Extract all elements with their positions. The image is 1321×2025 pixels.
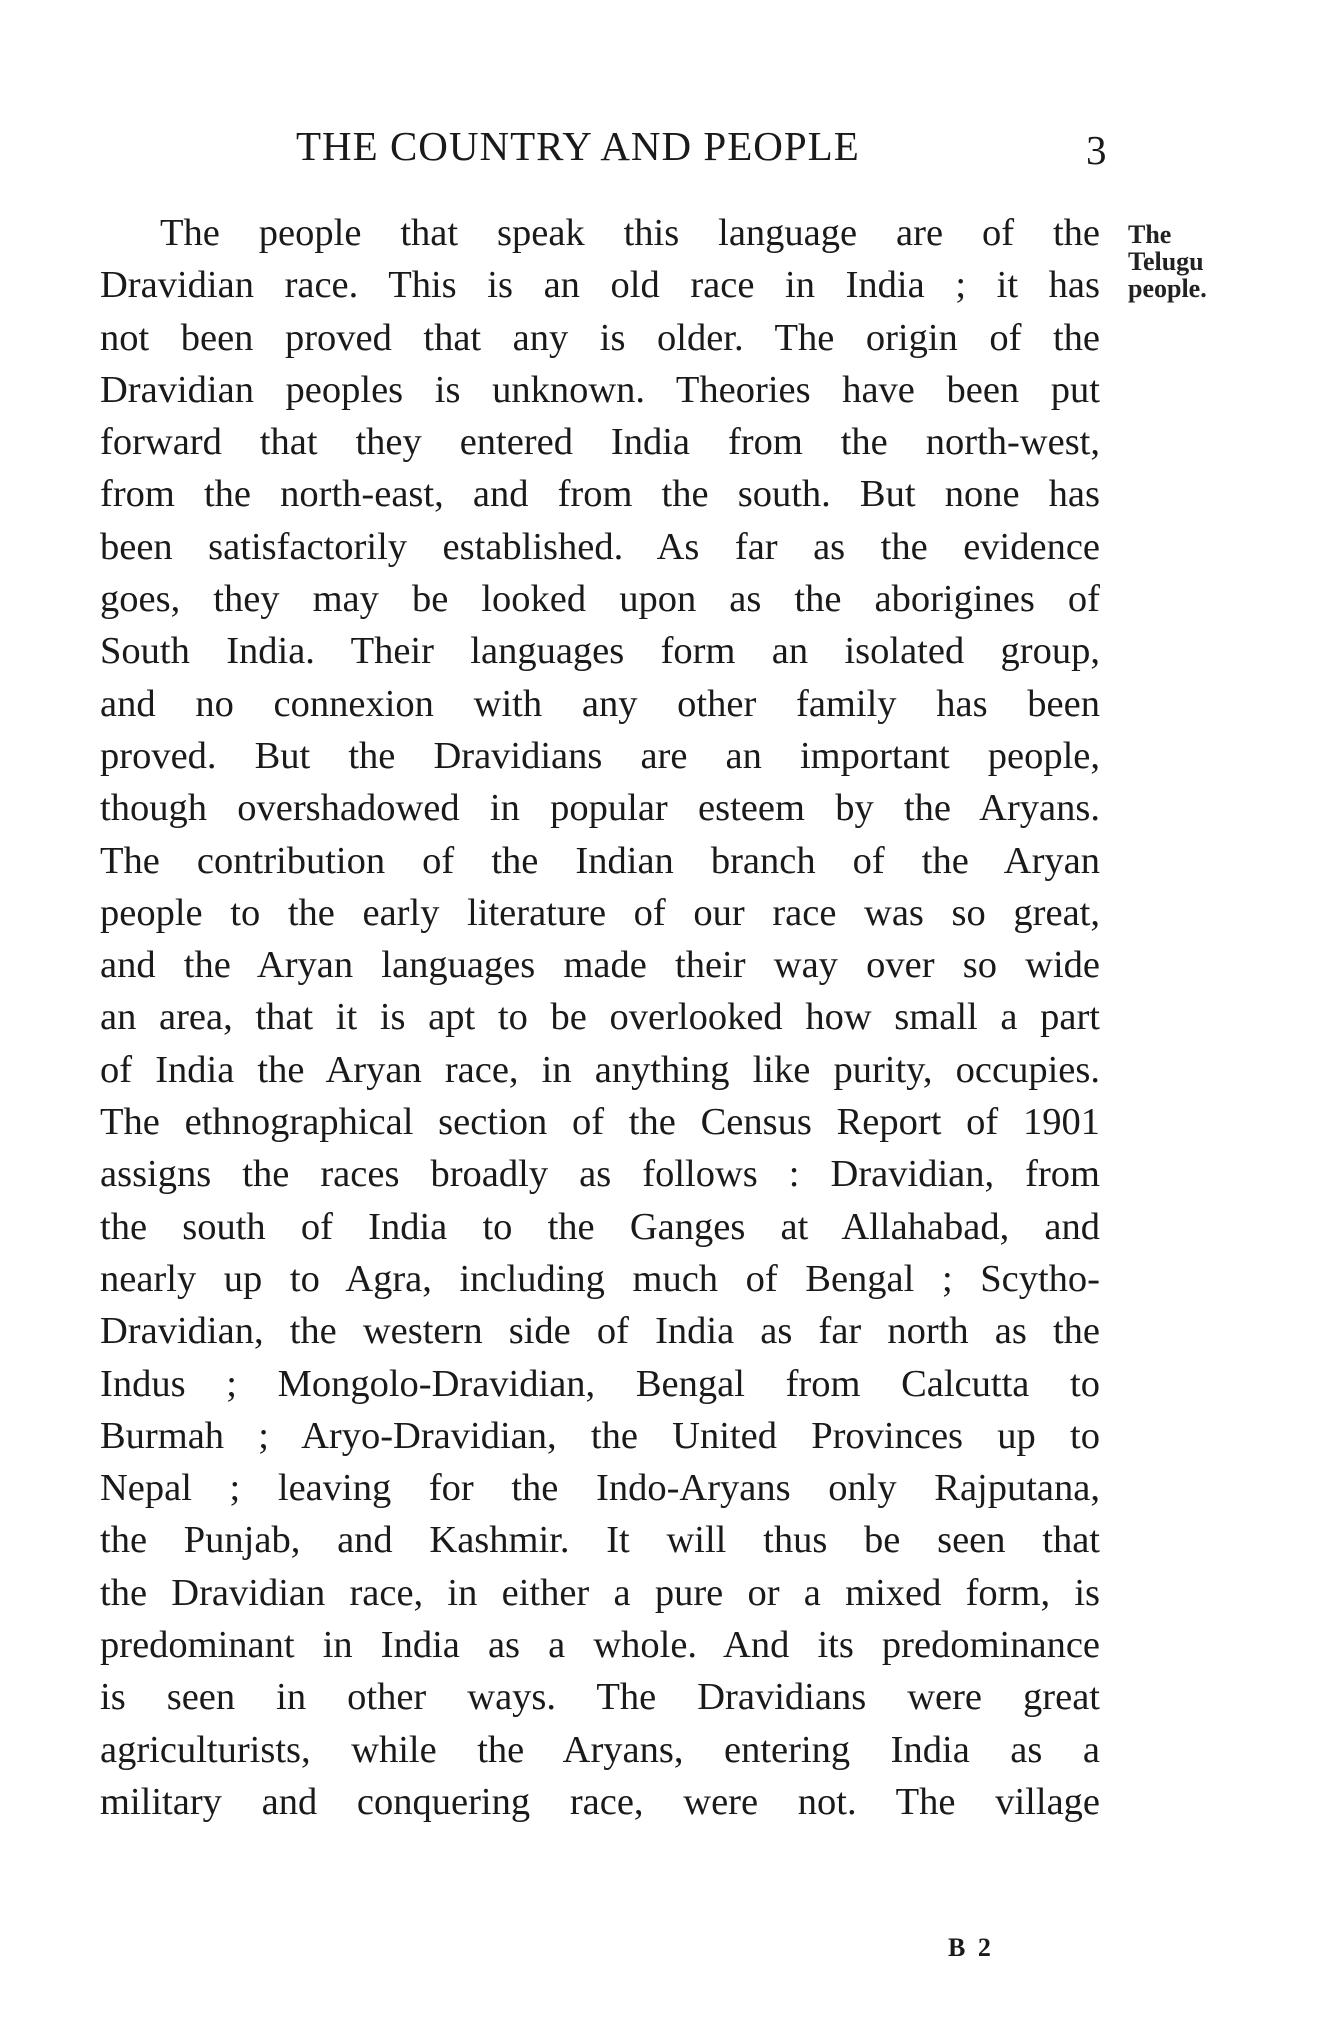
- marginal-note-line: The: [1128, 220, 1172, 249]
- marginal-note-line: people.: [1128, 274, 1207, 303]
- text-line: though overshadowed in popular esteem by the Aryans.: [100, 787, 1100, 830]
- running-title: THE COUNTRY AND PEOPLE: [296, 123, 860, 169]
- text-line: military and conquering race, were not. The village: [100, 1780, 1100, 1823]
- marginal-note: [1128, 221, 1238, 302]
- text-line: an area, that it is apt to be overlooked how small a part: [100, 996, 1100, 1039]
- page-number: 3: [1086, 127, 1107, 173]
- text-line: assigns the races broadly as follows : Dravidian, from: [100, 1153, 1100, 1196]
- text-line: Dravidian, the western side of India as far north as the: [100, 1310, 1100, 1353]
- text-line: South India. Their languages form an isolated group,: [100, 630, 1100, 673]
- text-line: from the north-east, and from the south. But none has: [100, 473, 1100, 516]
- text-line: and the Aryan languages made their way over so wide: [100, 944, 1100, 987]
- text-line: not been proved that any is older. The origin of the: [100, 316, 1100, 359]
- text-line: people to the early literature of our race was so great,: [100, 891, 1100, 934]
- text-line: the Punjab, and Kashmir. It will thus be seen that: [100, 1519, 1100, 1562]
- text-line: Dravidian peoples is unknown. Theories have been put: [100, 368, 1100, 411]
- text-line: the Dravidian race, in either a pure or a mixed form, is: [100, 1571, 1100, 1614]
- text-line: been satisfactorily established. As far as the evidence: [100, 525, 1100, 568]
- text-line: is seen in other ways. The Dravidians were great: [100, 1676, 1100, 1719]
- text-line: of India the Aryan race, in anything like purity, occupies.: [100, 1048, 1100, 1091]
- text-line: goes, they may be looked upon as the aborigines of: [100, 578, 1100, 621]
- text-line: agriculturists, while the Aryans, entering India as a: [100, 1728, 1100, 1771]
- marginal-note-line: Telugu: [1128, 247, 1204, 276]
- text-line: forward that they entered India from the north-west,: [100, 421, 1100, 464]
- text-line: The people that speak this language are of the: [160, 212, 1100, 254]
- text-line: Nepal ; leaving for the Indo-Aryans only Rajputana,: [100, 1467, 1100, 1510]
- text-line: proved. But the Dravidians are an important people,: [100, 734, 1100, 777]
- body-text: [100, 207, 1100, 1828]
- text-line: The contribution of the Indian branch of the Aryan: [100, 839, 1100, 882]
- text-line: Dravidian race. This is an old race in India ; it has: [100, 264, 1100, 307]
- text-line: the south of India to the Ganges at Allahabad, and: [100, 1205, 1100, 1248]
- text-line: Burmah ; Aryo-Dravidian, the United Provinces up to: [100, 1414, 1100, 1457]
- text-line: nearly up to Agra, including much of Bengal ; Scytho-: [100, 1257, 1100, 1300]
- text-line: predominant in India as a whole. And its predominance: [100, 1624, 1100, 1667]
- text-line: and no connexion with any other family has been: [100, 682, 1100, 725]
- signature-mark: B 2: [948, 1933, 994, 1962]
- running-head: [100, 122, 1107, 173]
- text-line: Indus ; Mongolo-Dravidian, Bengal from Calcutta to: [100, 1362, 1100, 1405]
- text-line: The ethnographical section of the Census Report of 1901: [100, 1101, 1100, 1144]
